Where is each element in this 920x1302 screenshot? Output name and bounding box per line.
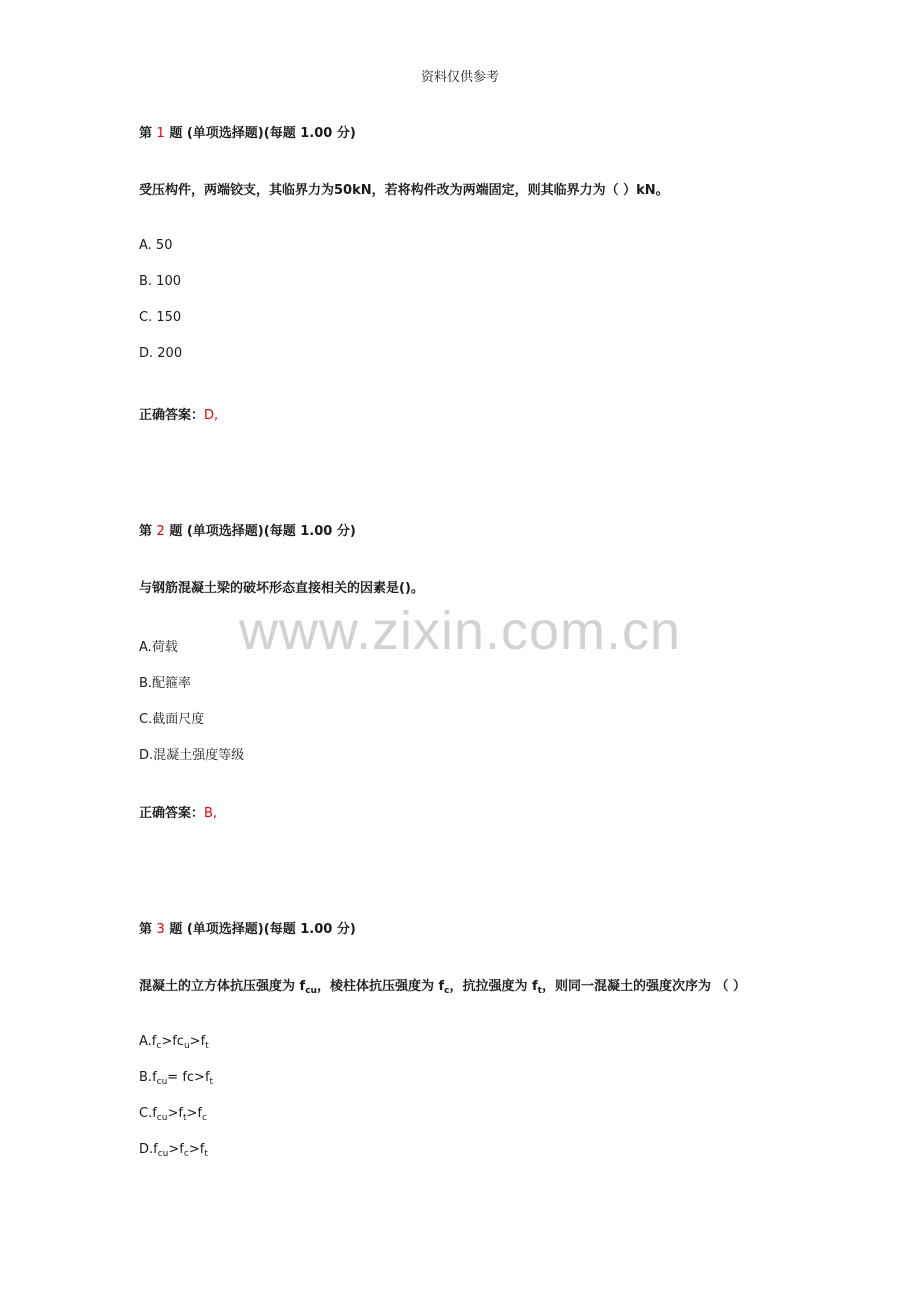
option-text: >f	[167, 1106, 183, 1121]
stem-text: ，抗拉强度为 f	[449, 979, 538, 994]
answer-value: D,	[204, 408, 219, 423]
question-1-heading	[139, 122, 356, 141]
question-2-answer	[139, 802, 217, 821]
page-header: 资料仅供参考	[420, 70, 499, 85]
option-letter: A.	[139, 1034, 152, 1049]
question-number: 2	[156, 524, 165, 539]
option-text: >f	[188, 1142, 205, 1157]
answer-label: 正确答案：	[139, 408, 205, 423]
option-letter: B.	[139, 1070, 153, 1085]
option-text: >f	[186, 1106, 202, 1121]
question-3-option-d	[139, 1142, 208, 1157]
answer-value: B,	[204, 806, 218, 821]
stem-text: ，棱柱体抗压强度为 f	[316, 979, 445, 994]
stem-text: ，则同一混凝土的强度次序为 （ ）	[541, 979, 747, 994]
question-prefix: 第	[139, 524, 157, 539]
question-2-stem: 与钢筋混凝土梁的破坏形态直接相关的因素是()。	[139, 581, 424, 596]
question-1-option-b: B. 100	[139, 274, 181, 289]
question-type: 题 (单项选择题)(每题 1.00 分)	[164, 524, 356, 539]
subscript: cu	[305, 986, 317, 996]
question-2-option-b: B.配箍率	[139, 676, 192, 691]
subscript: t	[205, 1041, 209, 1051]
option-text: f	[151, 1034, 157, 1049]
question-3-option-a	[139, 1034, 209, 1049]
option-text: f	[152, 1106, 157, 1121]
subscript: c	[183, 1149, 189, 1159]
question-1-option-c: C. 150	[139, 310, 182, 325]
question-2-option-a: A.荷载	[139, 640, 178, 655]
question-type: 题 (单项选择题)(每题 1.00 分)	[164, 922, 356, 937]
subscript: t	[204, 1149, 208, 1159]
option-letter: C.	[139, 1106, 153, 1121]
question-2-option-d: D.混凝土强度等级	[139, 748, 245, 763]
question-3-heading	[139, 918, 356, 937]
subscript: u	[183, 1041, 190, 1051]
question-2-heading	[139, 520, 356, 539]
answer-label: 正确答案：	[139, 806, 205, 821]
stem-text: 混凝土的立方体抗压强度为 f	[139, 979, 306, 994]
option-text: f	[153, 1142, 158, 1157]
subscript: cu	[157, 1149, 169, 1159]
option-text: >f	[189, 1034, 206, 1049]
question-number: 1	[156, 126, 165, 141]
question-3-stem	[139, 975, 746, 994]
option-letter: D.	[139, 1142, 154, 1157]
option-text: >f	[168, 1142, 184, 1157]
question-1-option-a: A. 50	[139, 238, 173, 253]
subscript: t	[182, 1113, 187, 1123]
subscript: c	[444, 986, 450, 996]
subscript: c	[156, 1041, 162, 1051]
question-1-answer	[139, 404, 218, 423]
question-type: 题 (单项选择题)(每题 1.00 分)	[164, 126, 356, 141]
question-1-option-d: D. 200	[139, 346, 183, 361]
subscript: cu	[156, 1077, 168, 1087]
question-3-option-b	[139, 1070, 213, 1085]
question-prefix: 第	[139, 922, 157, 937]
question-1-stem: 受压构件，两端铰支，其临界力为50kN，若将构件改为两端固定，则其临界力为（ ）kN。	[139, 183, 669, 198]
question-2-option-c: C.截面尺度	[139, 712, 205, 727]
option-text: = fc>f	[167, 1070, 210, 1085]
question-3-option-c	[139, 1106, 207, 1121]
option-text: >fc	[161, 1034, 184, 1049]
subscript: t	[209, 1077, 214, 1087]
question-number: 3	[156, 922, 165, 937]
question-prefix: 第	[139, 126, 157, 141]
watermark: www.zixin.com.cn	[238, 601, 682, 661]
subscript: t	[537, 986, 542, 996]
subscript: cu	[156, 1113, 168, 1123]
subscript: c	[201, 1113, 207, 1123]
option-text: f	[152, 1070, 157, 1085]
